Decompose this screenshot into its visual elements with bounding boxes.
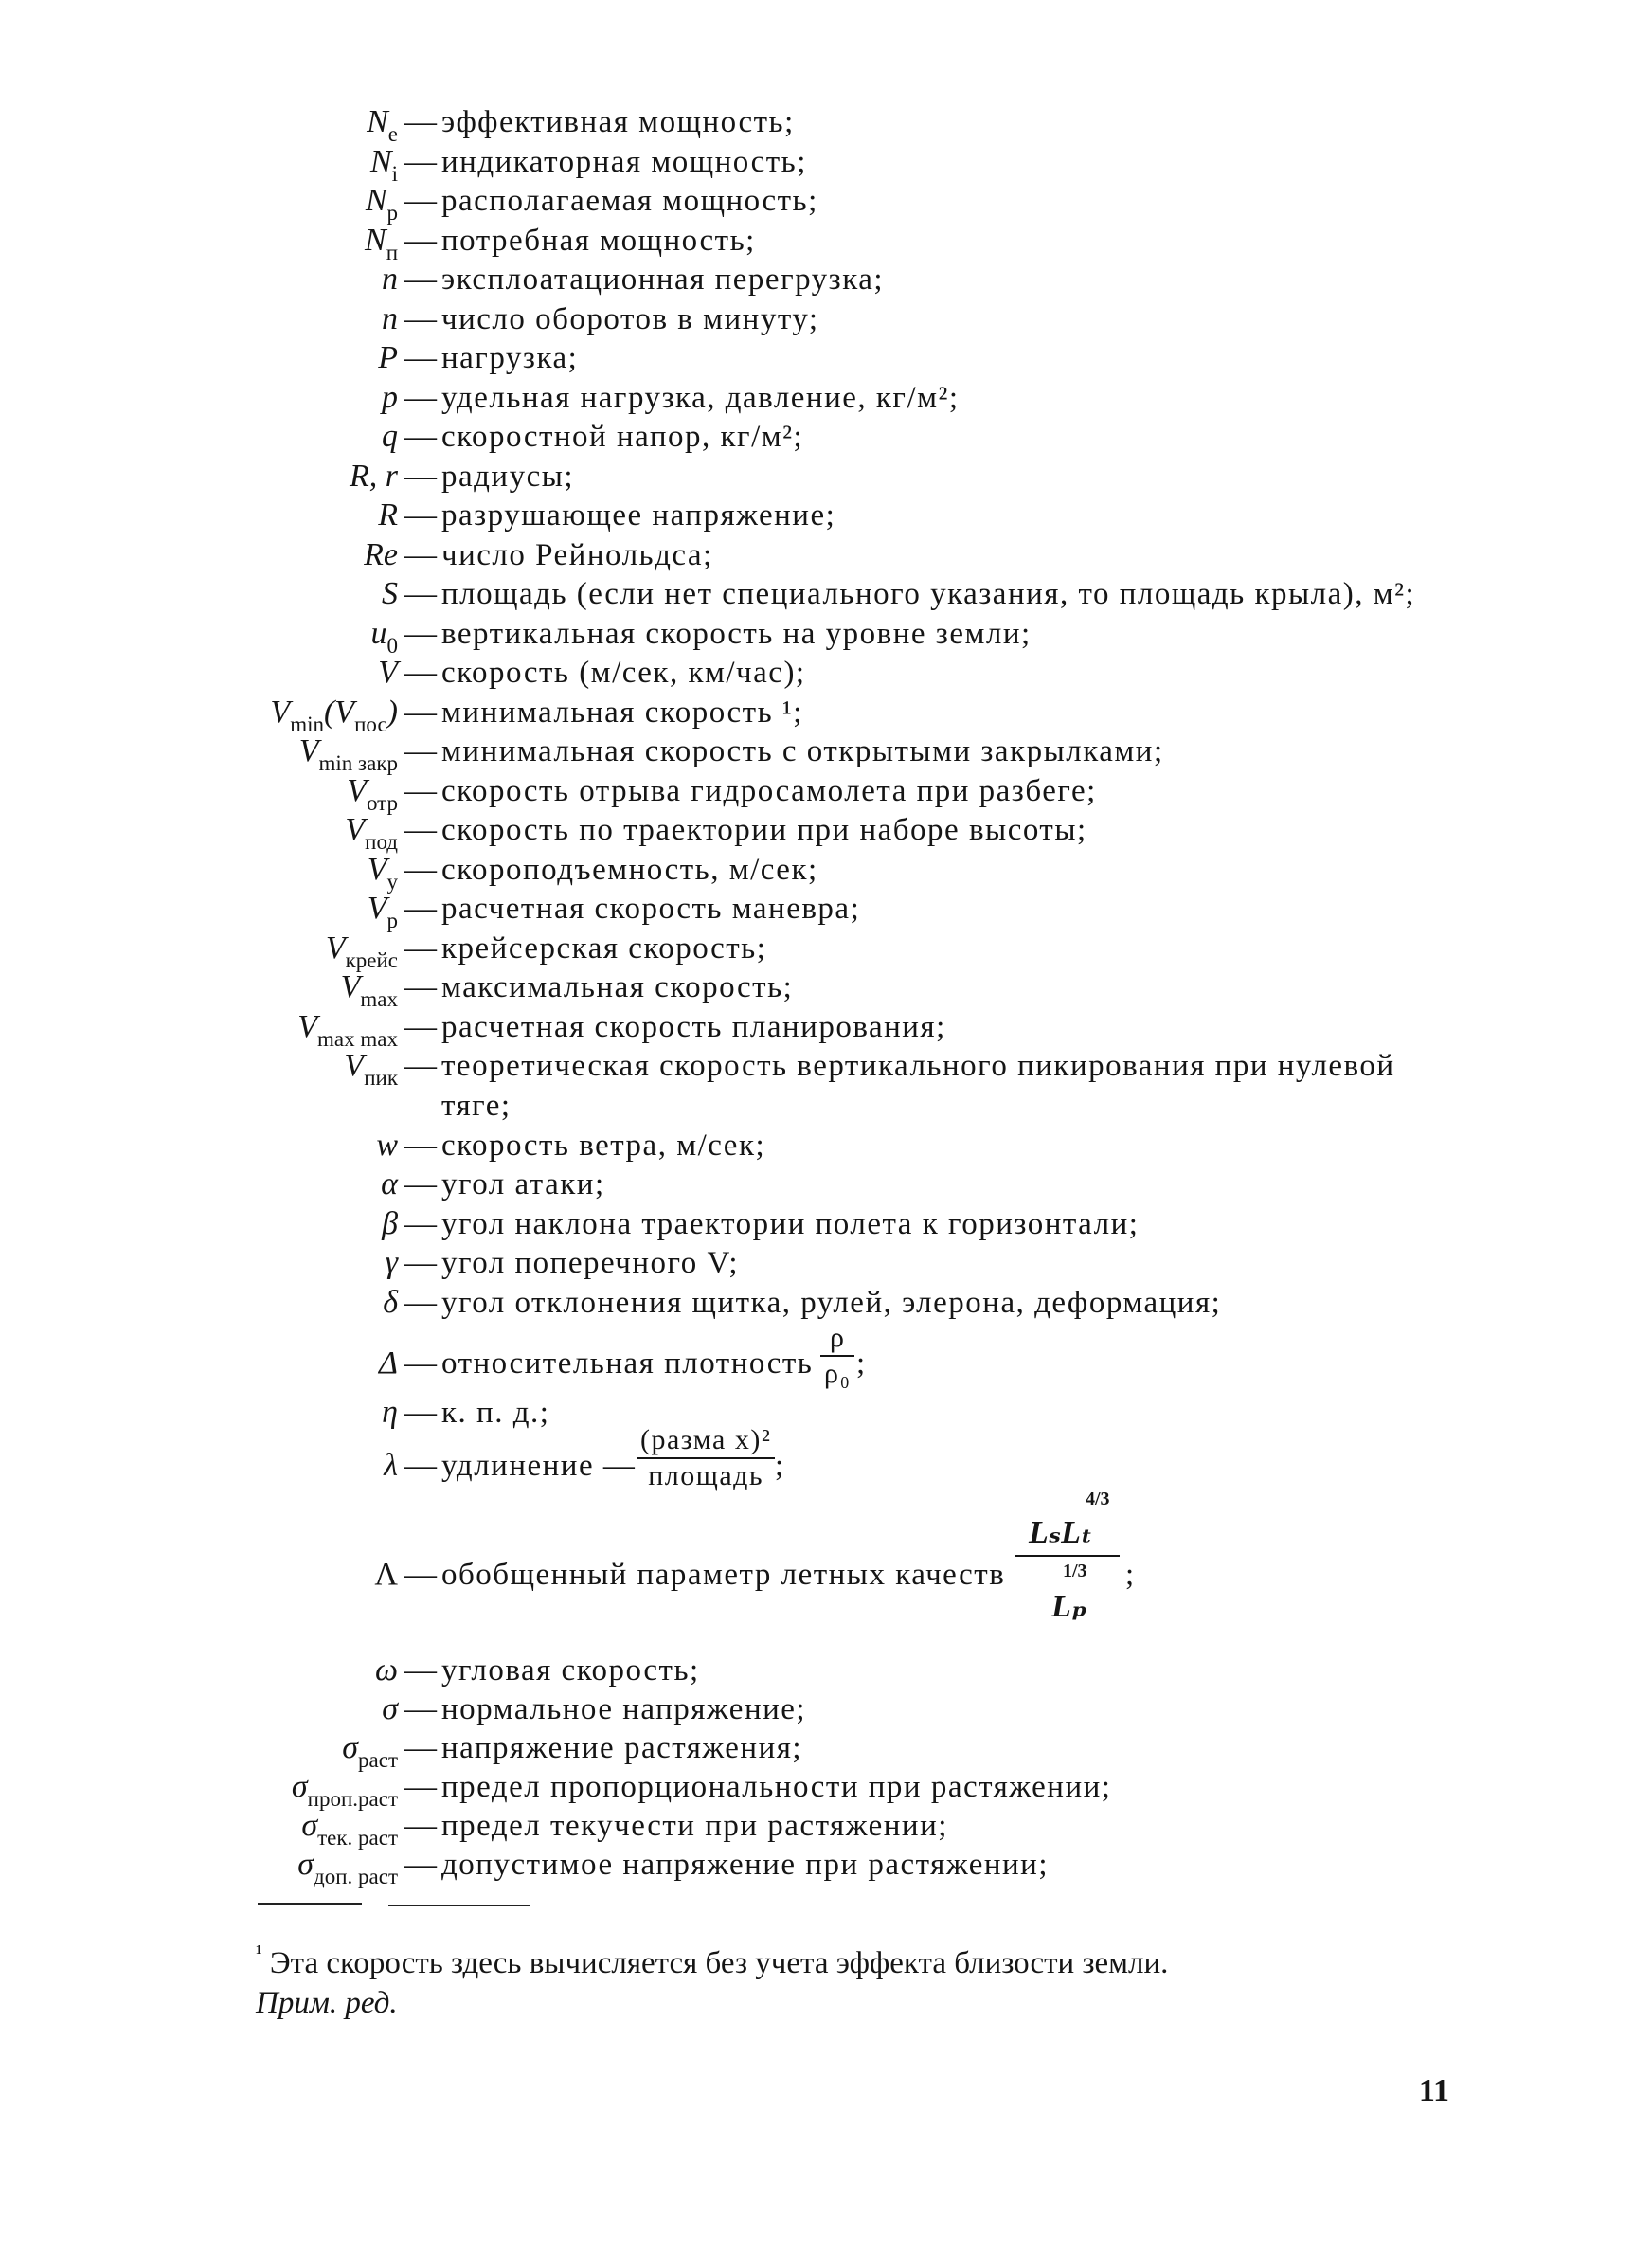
symbol-subscript: 0 <box>386 633 398 658</box>
notation-row-delta <box>0 1322 1652 1389</box>
symbol-base: R, r <box>350 458 398 494</box>
symbol-close-paren: ) <box>386 694 398 730</box>
symbol-base: p <box>382 379 398 415</box>
symbol-base: w <box>376 1127 398 1163</box>
symbol-subscript: i <box>391 161 398 186</box>
symbol: Δ <box>379 1345 398 1381</box>
symbol-base: α <box>381 1166 398 1201</box>
notation-row <box>0 771 1652 815</box>
dash: — <box>404 262 437 297</box>
symbol-base: V <box>340 969 361 1004</box>
definition-text: относительная плотность <box>441 1346 814 1381</box>
notation-row <box>0 1204 1652 1244</box>
dash: — <box>404 222 437 258</box>
notation-row-eta <box>0 1393 1652 1433</box>
symbol-subscript: e <box>387 122 398 146</box>
notation-row <box>0 1046 1652 1123</box>
fraction-numerator: (разма х)² <box>637 1423 775 1459</box>
fraction-denominator <box>1015 1561 1120 1627</box>
dash: — <box>404 458 437 494</box>
dash: — <box>404 576 437 611</box>
fraction-denominator: площадь <box>648 1460 764 1491</box>
symbol-base: V <box>367 891 387 926</box>
dash: — <box>404 1245 437 1280</box>
dash: — <box>404 1557 437 1592</box>
definition: вертикальная скорость на уровне земли; <box>441 616 1032 651</box>
footnote-rule <box>258 1903 362 1905</box>
definition: допустимое напряжение при растяжении; <box>441 1848 1049 1882</box>
definition: угловая скорость; <box>441 1653 700 1688</box>
footnote-text: Эта скорость здесь вычисляется без учета эффекта близости земли. <box>269 1946 1169 1980</box>
dash: — <box>404 1127 437 1163</box>
symbol-base: δ <box>383 1284 398 1320</box>
dash: — <box>404 1395 437 1430</box>
symbol-base: V <box>297 1008 318 1044</box>
symbol-alt-subscript: пос <box>354 712 387 736</box>
notation-row-big-lambda <box>0 1483 1652 1663</box>
definition: крейсерская скорость; <box>441 930 767 966</box>
symbol: λ <box>384 1448 398 1483</box>
dash: — <box>404 694 437 730</box>
definition: предел текучести при растяжении; <box>441 1809 948 1843</box>
notation-row <box>0 1126 1652 1165</box>
symbol-base: n <box>382 262 398 297</box>
symbol-subscript: max max <box>317 1026 398 1051</box>
symbol-base: u <box>370 615 387 651</box>
symbol-base: V <box>367 851 387 887</box>
footnote-mark: ¹ <box>256 1941 262 1964</box>
symbol-subscript: отр <box>366 790 398 815</box>
symbol-subscript: max <box>360 987 398 1011</box>
notation-row <box>0 221 1652 264</box>
symbol-base: V <box>298 733 319 768</box>
dash: — <box>404 104 437 139</box>
symbol-base: V <box>344 1048 365 1083</box>
definition: эксплоатационная перегрузка; <box>441 262 885 297</box>
notation-row <box>0 850 1652 894</box>
notation-row <box>0 614 1652 658</box>
symbol-base: V <box>325 930 346 966</box>
definition-text: удлинение — <box>441 1449 637 1483</box>
symbol-subscript: под <box>365 830 398 854</box>
dash: — <box>404 1847 437 1882</box>
symbol-base: σ <box>297 1847 314 1882</box>
definition: скорость (м/сек, км/час); <box>441 656 806 690</box>
symbol: η <box>382 1395 398 1430</box>
flight-parameter-fraction <box>1015 1489 1120 1627</box>
dash: — <box>404 143 437 179</box>
symbol-subscript: доп. раст <box>314 1865 398 1888</box>
numerator-exponent: 4/3 <box>1086 1489 1110 1509</box>
dash: — <box>404 812 437 847</box>
definition: предел пропорциональности при растяжении; <box>441 1770 1112 1804</box>
definition: к. п. д.; <box>441 1396 550 1430</box>
dash: — <box>404 1652 437 1688</box>
definition: разрушающее напряжение; <box>441 498 836 533</box>
symbol <box>0 1283 398 1335</box>
symbol-subscript: тек. раст <box>317 1826 398 1850</box>
symbol-subscript: р <box>386 909 398 932</box>
dash: — <box>404 1691 437 1726</box>
definition: теоретическая скорость вертикального пикирования при нулевой тяге; <box>441 1049 1395 1123</box>
notation-row <box>0 731 1652 775</box>
definition: угол отклонения щитка, рулей, элерона, деформация; <box>441 1285 1222 1320</box>
dash: — <box>404 1205 437 1241</box>
symbol-base: R <box>378 497 398 533</box>
numerator-base: LₛLₜ <box>1029 1515 1093 1550</box>
symbol <box>0 1845 398 1897</box>
definition: нагрузка; <box>441 341 579 375</box>
notation-row-lambda <box>0 1424 1652 1491</box>
semicolon: ; <box>775 1449 785 1483</box>
notation-row <box>0 338 1652 378</box>
fraction-numerator <box>1015 1489 1120 1551</box>
definition: угол атаки; <box>441 1167 605 1201</box>
notation-row <box>0 810 1652 854</box>
notation-row <box>0 1806 1652 1850</box>
symbol-base: n <box>382 300 398 336</box>
definition: площадь (если нет специального указания, то площадь крыла), м²; <box>441 577 1416 611</box>
notation-row <box>0 1728 1652 1772</box>
denominator-base: Lₚ <box>1051 1589 1087 1624</box>
notation-row <box>0 417 1652 457</box>
symbol: Λ <box>374 1557 398 1592</box>
symbol-base: P <box>378 340 398 375</box>
dash: — <box>404 497 437 533</box>
definition <box>441 1322 1464 1389</box>
symbol-base: Re <box>364 536 398 572</box>
definition: потребная мощность; <box>441 223 756 258</box>
notation-row <box>0 260 1652 299</box>
dash: — <box>404 536 437 572</box>
symbol-base: V <box>270 694 291 730</box>
definition: напряжение растяжения; <box>441 1731 803 1765</box>
symbol-subscript: раст <box>358 1748 398 1772</box>
fraction-denominator: ρ₀ <box>824 1358 852 1389</box>
dash: — <box>404 300 437 336</box>
footnote <box>256 1933 1478 2023</box>
notation-row <box>0 1165 1652 1204</box>
notation-row <box>0 457 1652 497</box>
notation-row <box>0 378 1652 418</box>
notation-row <box>0 1243 1652 1283</box>
definition: удельная нагрузка, давление, кг/м²; <box>441 380 960 415</box>
dash: — <box>404 379 437 415</box>
definition: нормальное напряжение; <box>441 1692 807 1726</box>
symbol-base: N <box>369 143 392 179</box>
symbol-subscript: y <box>386 869 398 894</box>
dash: — <box>404 969 437 1004</box>
definition: минимальная скорость ¹; <box>441 695 803 730</box>
dash: — <box>404 1166 437 1201</box>
fraction-numerator: ρ <box>820 1321 854 1357</box>
dash: — <box>404 733 437 768</box>
symbol-base: V <box>347 772 367 808</box>
symbol-subscript: крейс <box>345 948 398 972</box>
definition <box>441 1424 1464 1491</box>
symbol-base: N <box>365 222 386 258</box>
denominator-exponent: 1/3 <box>1063 1561 1087 1581</box>
definition: минимальная скорость с открытыми закрылками; <box>441 734 1164 768</box>
notation-row <box>0 967 1652 1011</box>
semicolon: ; <box>856 1346 867 1381</box>
notation-row <box>0 693 1652 736</box>
symbol-subscript: пик <box>364 1066 398 1090</box>
definition: расчетная скорость маневра; <box>441 892 861 926</box>
dash: — <box>404 1008 437 1044</box>
definition: скорость отрыва гидросамолета при разбеге; <box>441 773 1097 808</box>
symbol <box>0 1046 398 1098</box>
editor-note: Прим. ред. <box>256 1986 398 2020</box>
notation-row <box>0 929 1652 972</box>
dash: — <box>404 183 437 218</box>
symbol-base: N <box>365 183 387 218</box>
dash: — <box>404 1448 437 1483</box>
notation-row <box>0 1007 1652 1051</box>
definition: максимальная скорость; <box>441 970 794 1004</box>
definition: скороподъемность, м/сек; <box>441 852 818 887</box>
symbol-base: σ <box>291 1769 308 1804</box>
notation-row <box>0 1767 1652 1811</box>
symbol-base: N <box>367 104 388 139</box>
symbol-subscript: п <box>386 240 398 264</box>
definition: радиусы; <box>441 459 575 494</box>
symbol-alt: (V <box>323 694 355 730</box>
notation-row <box>0 1689 1652 1729</box>
symbol-subscript: min закр <box>318 751 398 775</box>
symbol-base: ω <box>374 1652 398 1688</box>
notation-row <box>0 1651 1652 1690</box>
dash: — <box>404 615 437 651</box>
symbol-base: V <box>345 812 366 847</box>
density-fraction <box>820 1321 854 1391</box>
dash: — <box>404 1048 437 1083</box>
definition: число оборотов в минуту; <box>441 301 819 336</box>
notation-row <box>0 889 1652 932</box>
symbol-base: γ <box>385 1245 398 1280</box>
notation-row <box>0 181 1652 225</box>
page-number: 11 <box>1418 2073 1449 2108</box>
definition: скоростной напор, кг/м²; <box>441 420 804 454</box>
definition: располагаемая мощность; <box>441 184 818 218</box>
notation-row <box>0 142 1652 186</box>
definition: число Рейнольдса; <box>441 537 713 572</box>
definition: угол наклона траектории полета к горизонтали; <box>441 1206 1140 1241</box>
definition: расчетная скорость планирования; <box>441 1009 946 1044</box>
symbol-base: S <box>382 576 398 611</box>
notation-row <box>0 1283 1652 1323</box>
symbol-base: V <box>378 655 398 690</box>
dash: — <box>404 930 437 966</box>
definition: индикаторная мощность; <box>441 144 807 179</box>
dash: — <box>404 1808 437 1843</box>
symbol-base: σ <box>342 1730 359 1765</box>
fraction-bar <box>1015 1555 1120 1557</box>
dash: — <box>404 655 437 690</box>
symbol-subscript: min <box>290 712 324 736</box>
notation-row <box>0 574 1652 614</box>
dash: — <box>404 340 437 375</box>
definition: угол поперечного V; <box>441 1246 740 1280</box>
notation-row <box>0 496 1652 535</box>
notation-row <box>0 102 1652 146</box>
symbol-base: σ <box>382 1691 398 1726</box>
definition: эффективная мощность; <box>441 105 795 139</box>
definition: скорость по траектории при наборе высоты; <box>441 813 1087 847</box>
dash: — <box>404 419 437 454</box>
definition-text: обобщенный параметр летных качеств <box>441 1558 1006 1592</box>
symbol-subscript: проп.раст <box>307 1787 398 1811</box>
symbol-base: β <box>382 1205 398 1241</box>
definition: скорость ветра, м/сек; <box>441 1128 766 1163</box>
notation-row <box>0 653 1652 693</box>
dash: — <box>404 1730 437 1765</box>
symbol-base: σ <box>301 1808 318 1843</box>
dash: — <box>404 851 437 887</box>
notation-row <box>0 299 1652 339</box>
notation-row <box>0 535 1652 575</box>
notation-row <box>0 1845 1652 1888</box>
dash: — <box>404 1769 437 1804</box>
symbol-base: q <box>382 419 398 454</box>
semicolon: ; <box>1125 1558 1135 1592</box>
dash: — <box>404 1284 437 1320</box>
dash: — <box>404 1345 437 1381</box>
dash: — <box>404 772 437 808</box>
symbol-subscript: р <box>386 201 398 225</box>
dash: — <box>404 891 437 926</box>
footnote-rule <box>388 1905 530 1906</box>
